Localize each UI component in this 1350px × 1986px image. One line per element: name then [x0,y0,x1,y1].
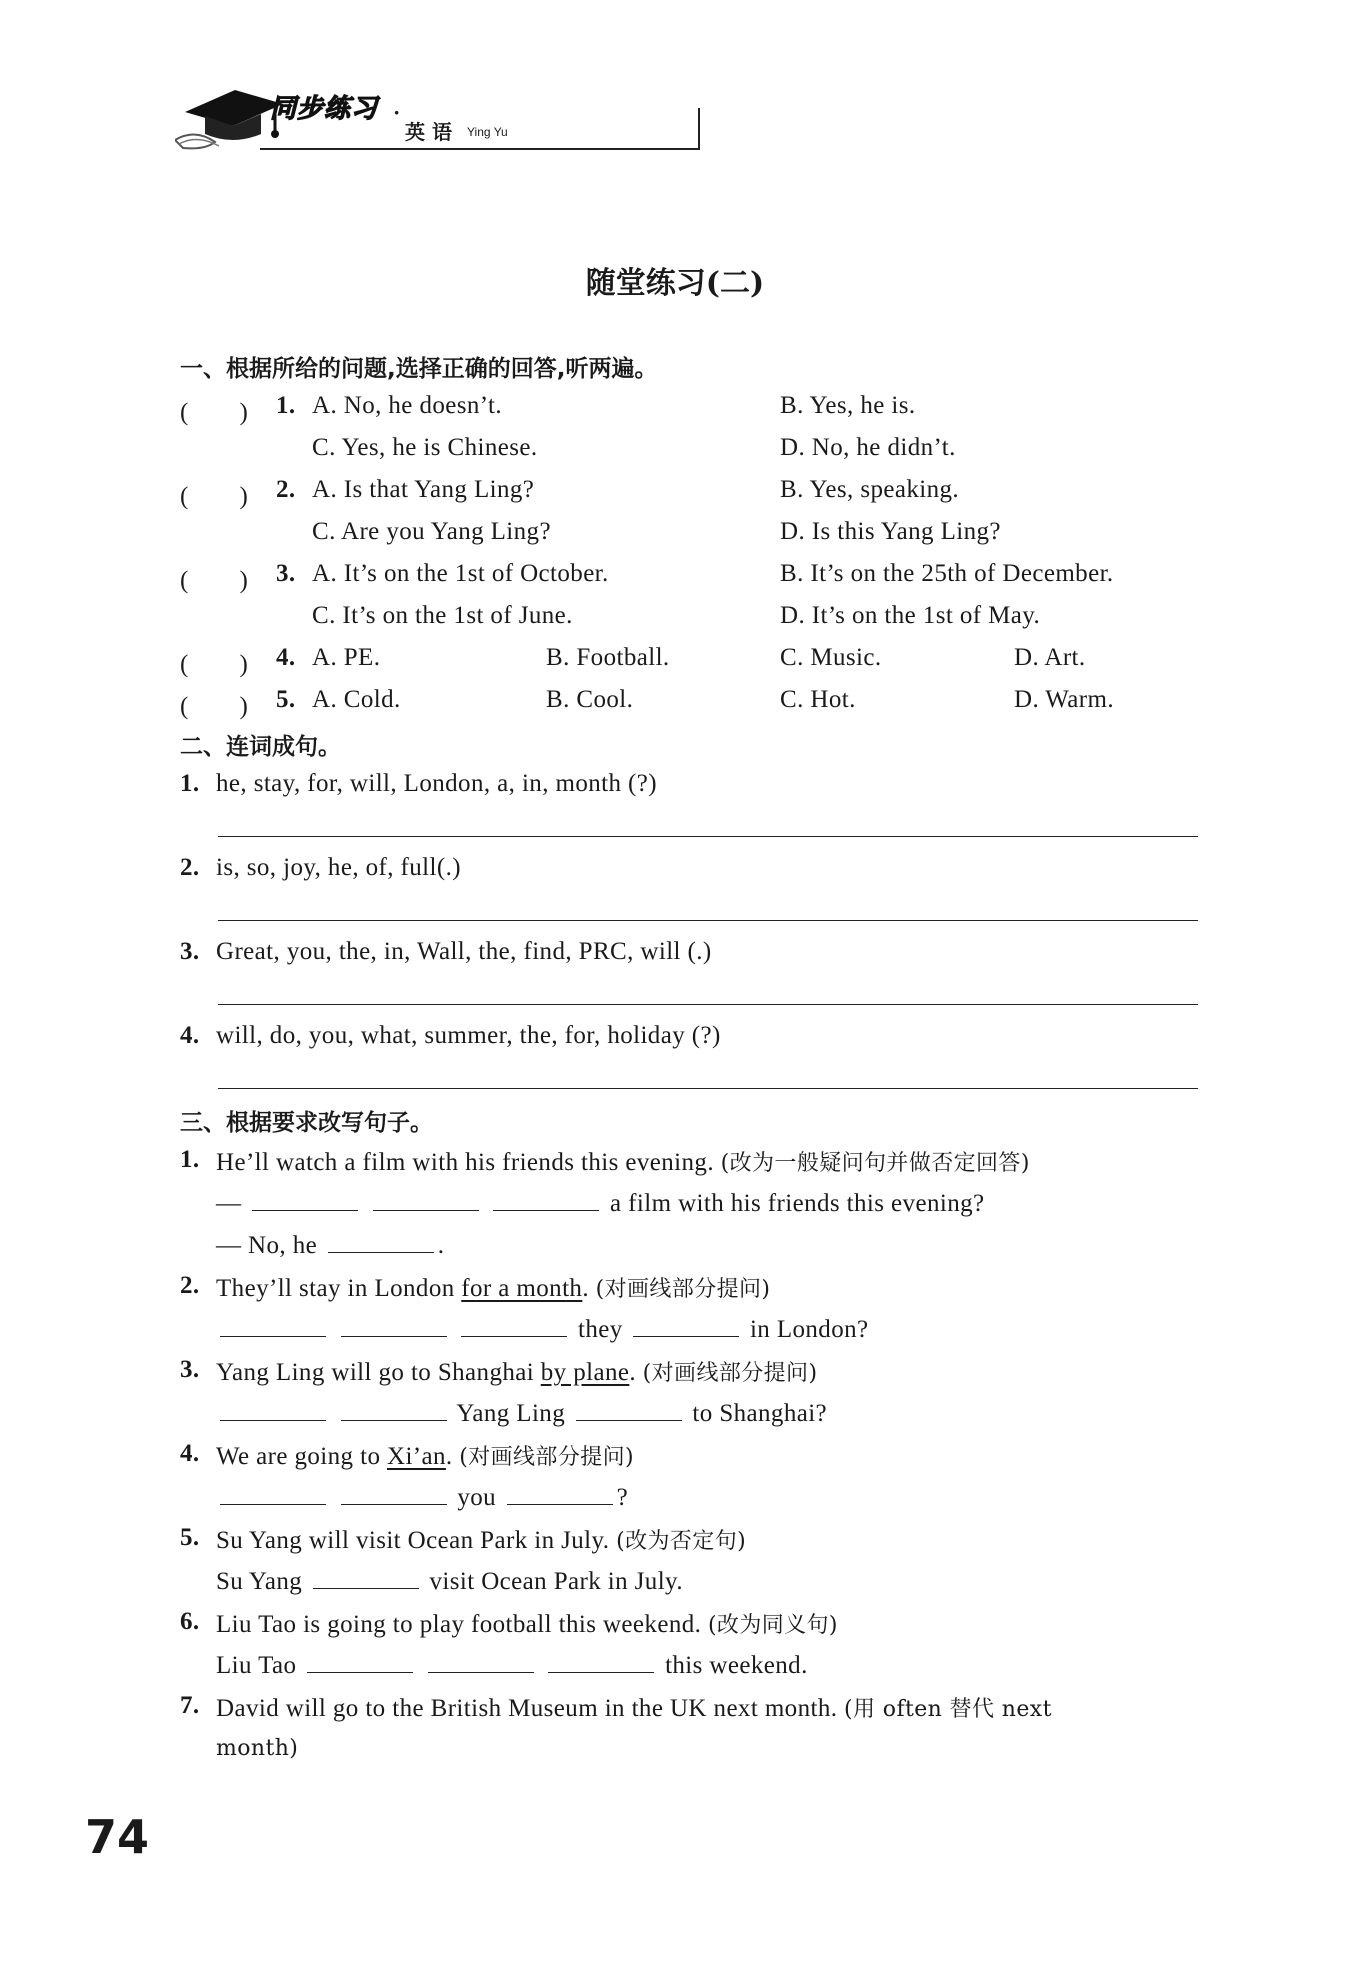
blank[interactable] [633,1314,739,1337]
answer-line[interactable] [218,920,1198,921]
blank[interactable] [373,1188,479,1211]
graduation-cap-icon [175,82,285,152]
header-dot: · [393,100,401,125]
option-d: D. It’s on the 1st of May. [780,602,1041,629]
scrambled-words: is, so, joy, he, of, full(.) [216,854,461,881]
option-c: C. Hot. [780,686,856,713]
answer-prefix: — No, he [216,1232,318,1259]
sentence-end: . [445,1443,453,1470]
item-number: 3. [180,938,200,965]
option-b: B. Yes, he is. [780,392,916,419]
sentence-text: Yang Ling will go to Shanghai [216,1359,541,1386]
blank[interactable] [576,1398,682,1421]
sentence-text: Su Yang will visit Ocean Park in July. [216,1527,610,1554]
question-number: 5. [276,686,296,713]
scrambled-words: he, stay, for, will, London, a, in, month (?) [216,770,657,797]
blank[interactable] [428,1650,534,1673]
answer-bracket: ( ) [180,693,249,720]
item-number: 1. [180,770,200,797]
header-logo [175,82,535,152]
scrambled-words: Great, you, the, in, Wall, the, find, PRC, will (.) [216,938,712,965]
instruction-note: (改为同义句) [707,1613,838,1638]
rewrite-line [216,1188,985,1218]
sentence [216,1356,817,1387]
underlined-part: Xi’an [387,1443,446,1470]
rewrite-line [216,1398,827,1428]
sentence [216,1440,634,1471]
option-c: C. Are you Yang Ling? [312,518,551,545]
sentence-end: . [629,1359,636,1386]
sentence-text: He’ll watch a film with his friends this evening. [216,1149,714,1176]
blank[interactable] [220,1398,326,1421]
underlined-part: for a month [461,1275,583,1302]
sentence [216,1608,838,1639]
item-number: 4. [180,1022,200,1049]
question-number: 2. [276,476,296,503]
rewrite-text: a film with his friends this evening? [610,1190,985,1217]
blank[interactable] [507,1482,613,1505]
option-d: D. Is this Yang Ling? [780,518,1001,545]
subject-pinyin: Ying Yu [467,125,508,139]
item-number: 2. [180,854,200,881]
sentence-text: They’ll stay in London [216,1275,462,1302]
rewrite-word: you [457,1484,497,1511]
instruction-note: (对画线部分提问) [595,1277,771,1302]
answer-bracket: ( ) [180,567,249,594]
option-a: A. Is that Yang Ling? [312,476,535,503]
answer-end: . [437,1232,445,1259]
blank[interactable] [461,1314,567,1337]
rewrite-word: visit Ocean Park in July. [429,1568,683,1595]
underlined-part: by plane [540,1359,630,1386]
answer-line[interactable] [218,836,1198,837]
item-number: 5. [180,1524,200,1551]
section2-heading: 二、连词成句。 [180,734,341,760]
rewrite-word: to Shanghai? [692,1400,828,1427]
option-b: B. Yes, speaking. [780,476,960,503]
question-number: 1. [276,392,296,419]
blank[interactable] [341,1398,447,1421]
option-c: C. It’s on the 1st of June. [312,602,573,629]
option-a: A. No, he doesn’t. [312,392,503,419]
header-rule [260,148,700,150]
page-number: 74 [85,1810,150,1864]
sentence [216,1524,746,1555]
answer-line[interactable] [218,1088,1198,1089]
question-number: 3. [276,560,296,587]
rewrite-word: they [577,1316,623,1343]
rewrite-word: ? [616,1484,629,1511]
subject-label: 英 语 [405,120,452,144]
sentence-text: We are going to [216,1443,387,1470]
item-number: 1. [180,1146,200,1173]
sentence-end: . [582,1275,589,1302]
header-vertical-rule [698,108,700,150]
answer-bracket: ( ) [180,483,249,510]
instruction-note: (改为一般疑问句并做否定回答) [720,1151,1030,1176]
instruction-note: (对画线部分提问) [459,1445,635,1470]
instruction-note: (改为否定句) [616,1529,747,1554]
instruction-note: (用 often 替代 next [844,1697,1052,1722]
option-a: A. It’s on the 1st of October. [312,560,609,587]
option-b: B. Football. [546,644,670,671]
rewrite-word: in London? [749,1316,869,1343]
answer-bracket: ( ) [180,651,249,678]
item-number: 7. [180,1692,200,1719]
item-number: 3. [180,1356,200,1383]
item-number: 2. [180,1272,200,1299]
page-title: 随堂练习(二) [585,266,765,301]
answer-bracket: ( ) [180,399,249,426]
rewrite-word: Yang Ling [456,1400,566,1427]
option-a: A. PE. [312,644,381,671]
section1-heading: 一、根据所给的问题,选择正确的回答,听两遍。 [180,356,658,382]
blank[interactable] [220,1314,326,1337]
answer-line[interactable] [218,1004,1198,1005]
option-d: D. Art. [1014,644,1086,671]
sentence-text: Liu Tao is going to play football this weekend. [216,1611,702,1638]
answer-line-text [216,1230,444,1260]
instruction-note: (对画线部分提问) [642,1361,818,1386]
rewrite-word: this weekend. [665,1652,808,1679]
option-d: D. Warm. [1014,686,1115,713]
blank[interactable] [548,1650,654,1673]
brand-title: 同步练习 [270,94,379,124]
rewrite-word: Su Yang [216,1568,303,1595]
option-a: A. Cold. [312,686,401,713]
sentence-text: David will go to the British Museum in the UK next month. [216,1695,838,1722]
option-d: D. No, he didn’t. [780,434,956,461]
rewrite-line [216,1650,808,1680]
scrambled-words: will, do, you, what, summer, the, for, holiday (?) [216,1022,721,1049]
blank[interactable] [341,1482,447,1505]
dash: — [216,1190,242,1217]
section3-heading: 三、根据要求改写句子。 [180,1110,433,1136]
blank[interactable] [220,1482,326,1505]
blank[interactable] [307,1650,413,1673]
rewrite-line [216,1314,869,1344]
rewrite-line [216,1566,683,1596]
question-number: 4. [276,644,296,671]
sentence [216,1692,1052,1723]
option-c: C. Yes, he is Chinese. [312,434,538,461]
blank[interactable] [313,1566,419,1589]
option-b: B. Cool. [546,686,634,713]
blank[interactable] [341,1314,447,1337]
blank[interactable] [328,1230,434,1253]
rewrite-line [216,1482,628,1512]
option-c: C. Music. [780,644,882,671]
sentence [216,1146,1030,1177]
sentence [216,1272,770,1303]
rewrite-word: Liu Tao [216,1652,297,1679]
item-number: 4. [180,1440,200,1467]
instruction-note-continued: month) [216,1736,299,1761]
item-number: 6. [180,1608,200,1635]
blank[interactable] [252,1188,358,1211]
option-b: B. It’s on the 25th of December. [780,560,1114,587]
blank[interactable] [493,1188,599,1211]
